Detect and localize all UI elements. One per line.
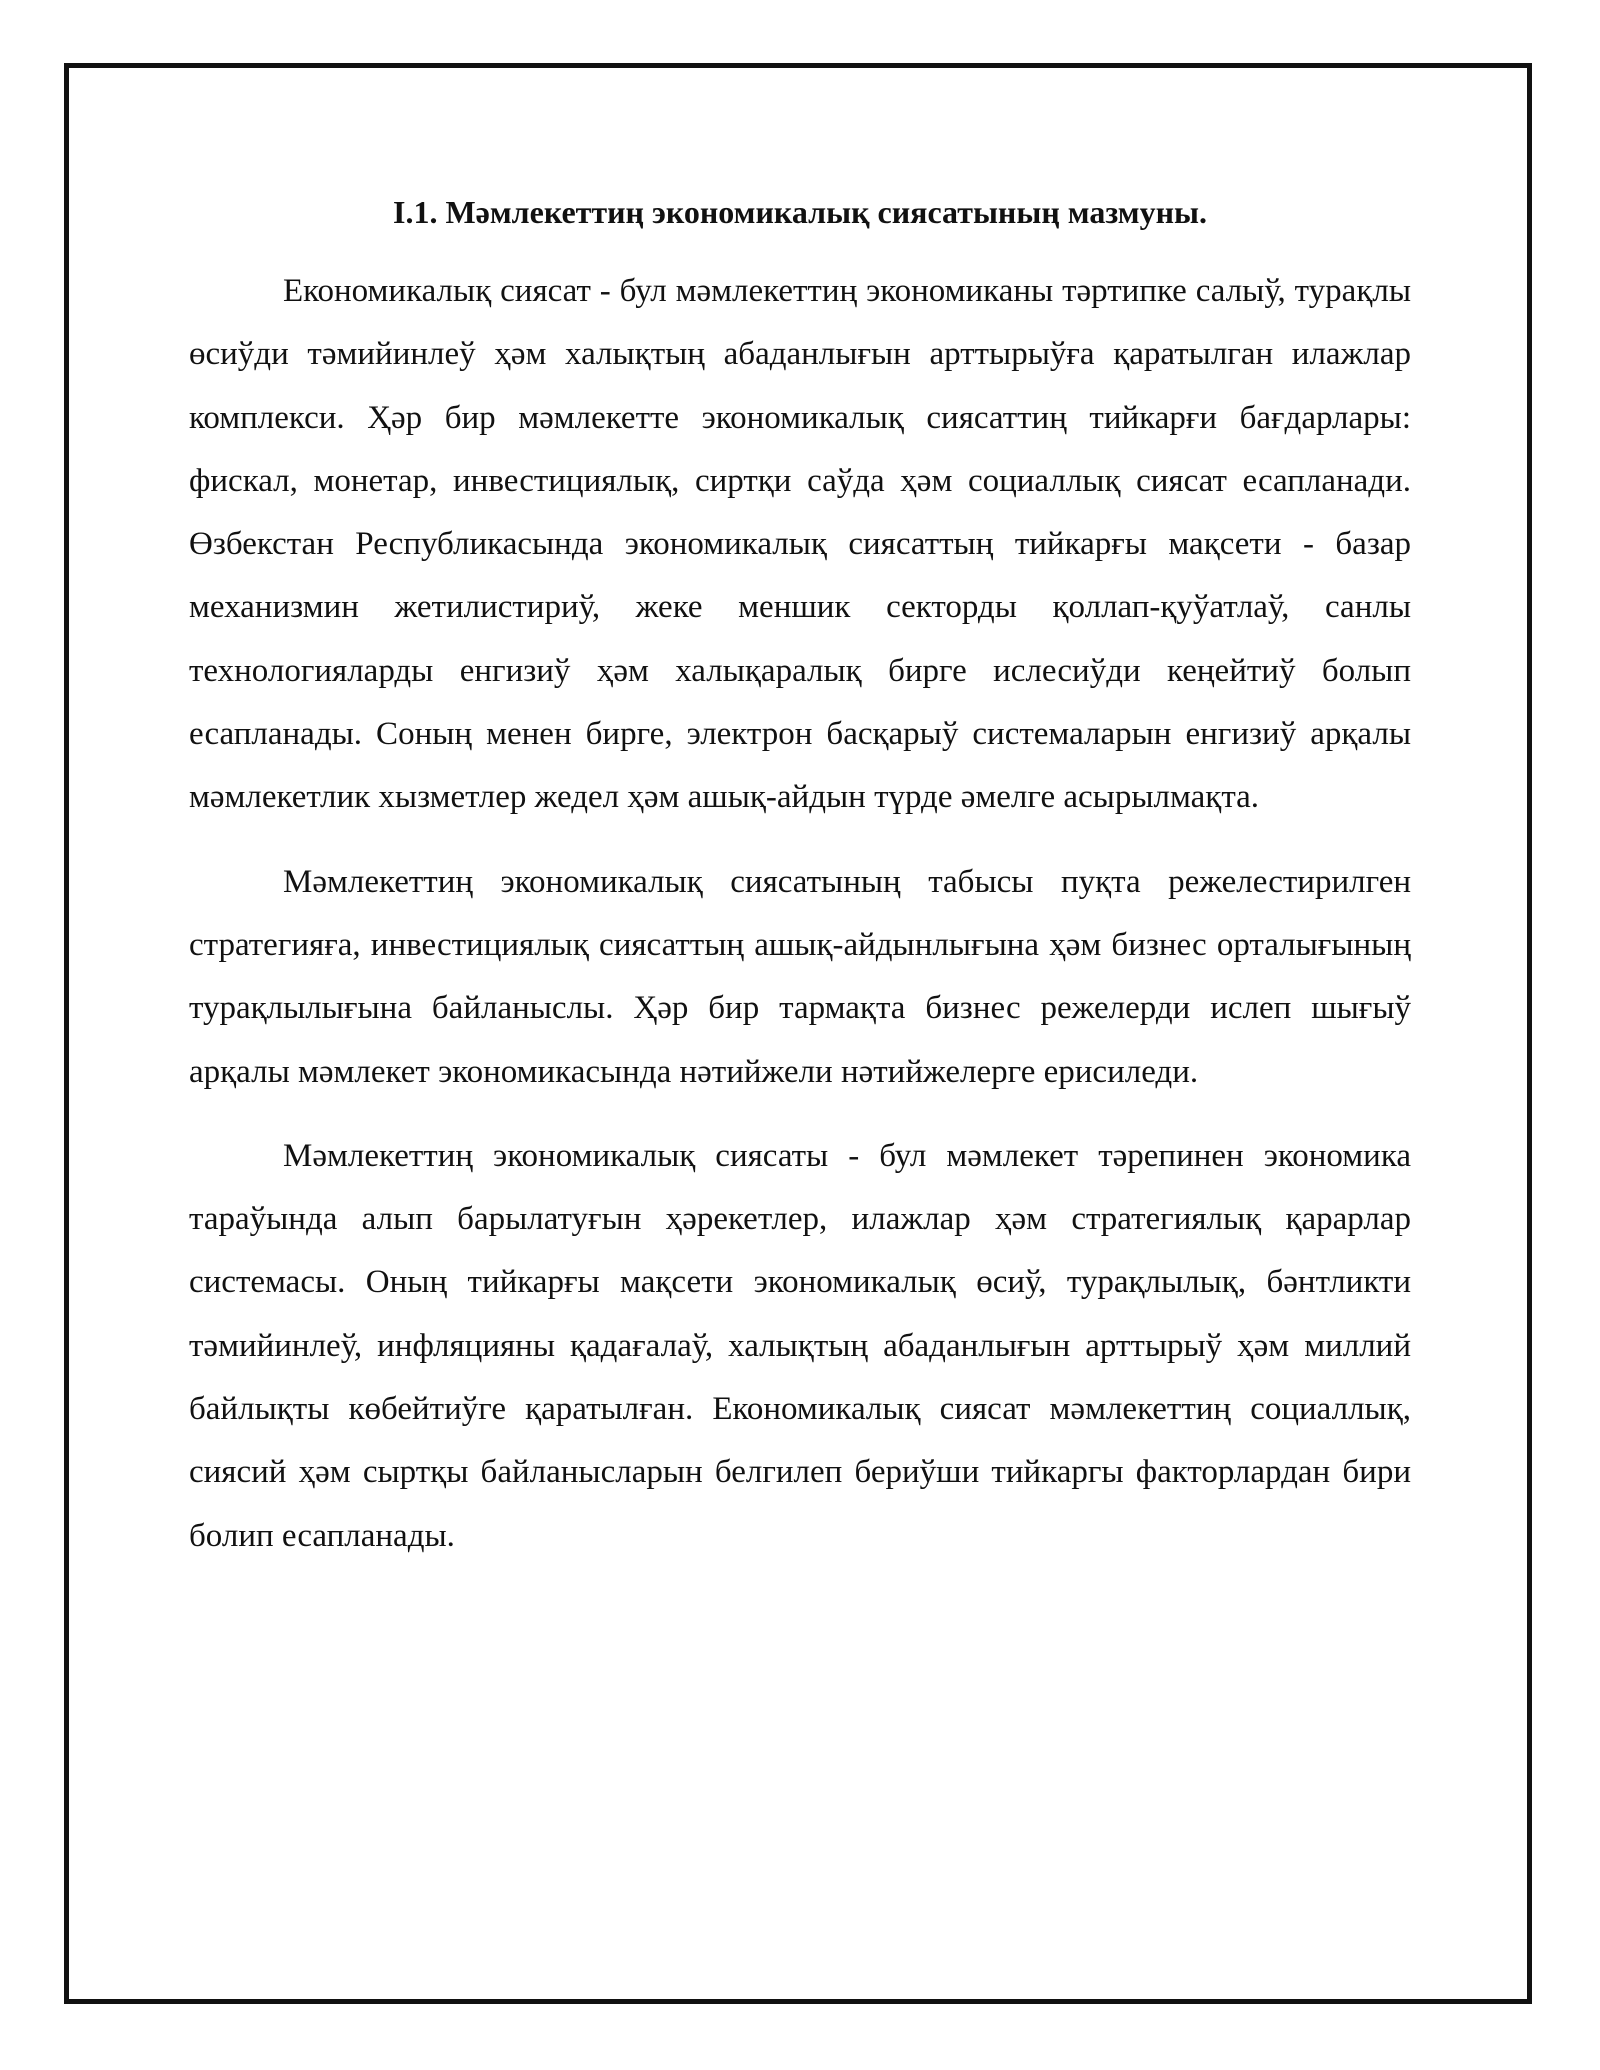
paragraph-2: Мәмлекеттиң экономикалық сиясатының табысы пуқта режелестирилген стратегияға, инвестициялық сиясаттың ашық-айдынлығына ҳәм бизнес орталығының турақлылығына байланыслы. Ҳәр бир тармақта бизнес режелерди ислеп шығыў арқалы мәмлекет экономикасында нәтийжели нәтийжелерге ерисиледи. [189,863,1411,1090]
paragraph-3: Мәмлекеттиң экономикалық сиясаты - бул мәмлекет тәрепинен экономика тараўында алып барылатуғын ҳәрекетлер, илажлар ҳәм стратегиялық қарарлар системасы. Оның тийкарғы мақсети экономикалық өсиў, турақлылық, бәнтликти тәмийинлеў, инфляцияны қадағалаў, халықтың абаданлығын арттырыў ҳәм миллий байлықты көбейтиўге қаратылған. Економикалық сиясат мәмлекеттиң социаллық, сиясий ҳәм сыртқы байланысларын белгилеп бериўши тийкаргы факторлардан бири болип есапланады. [189,1137,1411,1554]
document-body [189,190,1411,1589]
document-title: I.1. Мәмлекеттиң экономикалық сиясатының мазмуны. [393,194,1207,230]
paragraph-1: Економикалық сиясат - бул мәмлекеттиң экономиканы тәртипке салыў, турақлы өсиўди тәмийинлеў ҳәм халықтың абаданлығын арттырыўға қаратылган илажлар комплекси. Ҳәр бир мәмлекетте экономикалық сиясаттиң тийкарғи бағдарлары: фискал, монетар, инвестициялық, сиртқи саўда ҳәм социаллық сиясат есапланади. Өзбекстан Республикасында экономикалық сиясаттың тийкарғы мақсети - базар механизмин жетилистириў, жеке меншик секторды қоллап-қуўатлаў, санлы технологияларды енгизиў ҳәм халықаралық бирге ислесиўди кеңейтиў болып есапланады. Соның менен бирге, электрон басқарыў системаларын енгизиў арқалы мәмлекетлик хызметлер жедел ҳәм ашық-айдын түрде әмелге асырылмақта. [189,273,1411,816]
